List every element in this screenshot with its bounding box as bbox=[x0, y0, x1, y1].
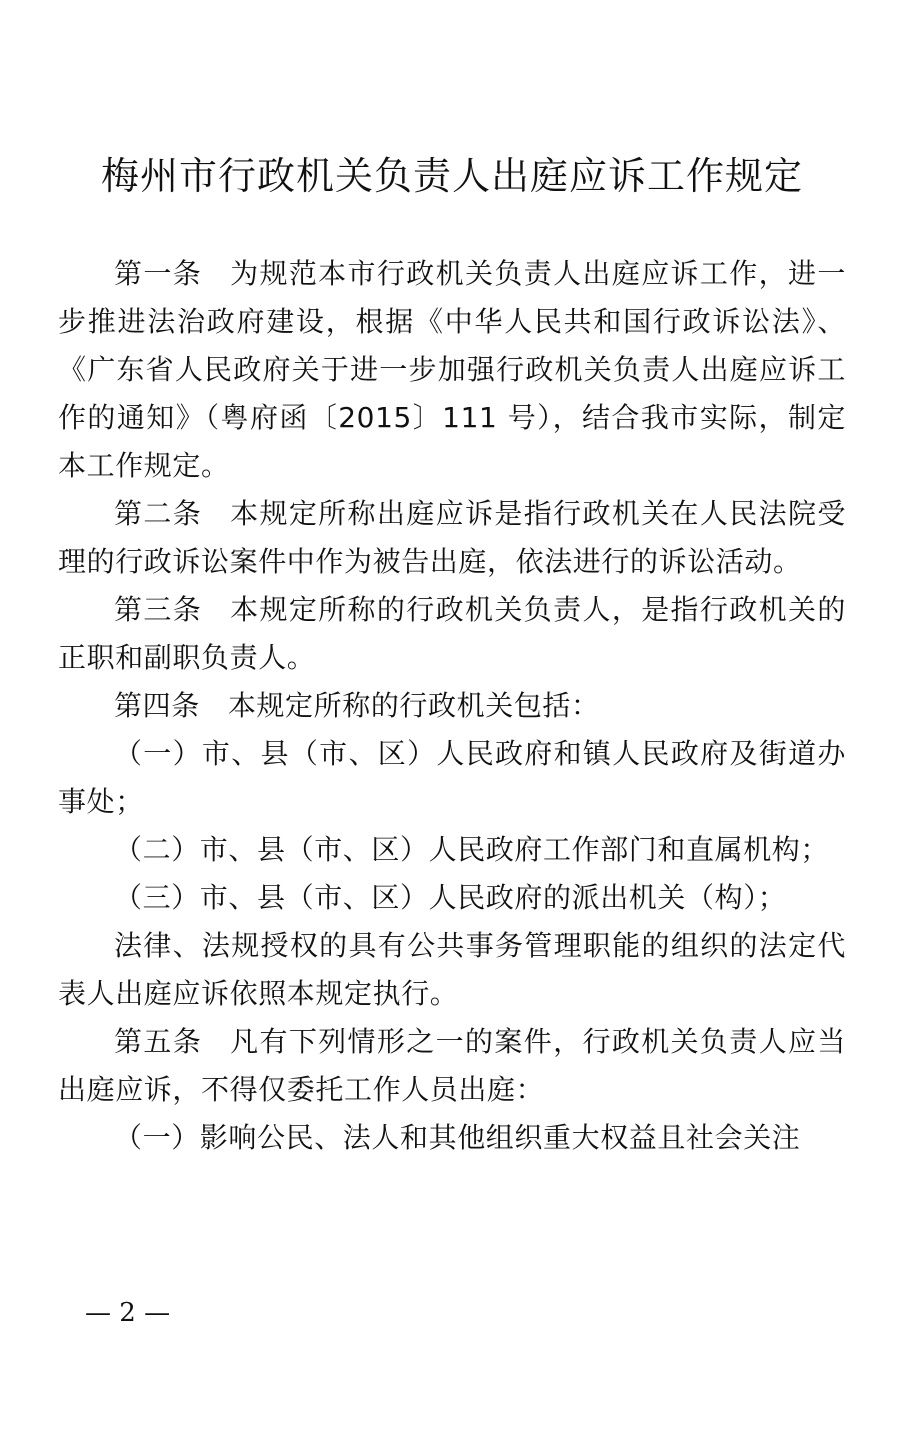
article-number: 第二条 bbox=[114, 497, 203, 530]
article-number: 第五条 bbox=[114, 1025, 203, 1058]
article-4-item-2: （二）市、县（市、区）人民政府工作部门和直属机构； bbox=[114, 833, 830, 866]
article-4-item-3: （三）市、县（市、区）人民政府的派出机关（构）； bbox=[114, 881, 787, 914]
page-number: — 2 — bbox=[85, 1298, 171, 1328]
article-text: 本规定所称的行政机关负责人，是指行政机关的正职和副职负责人。 bbox=[58, 593, 846, 674]
document-body bbox=[58, 250, 846, 1162]
article-text: 本规定所称的行政机关包括： bbox=[227, 689, 600, 722]
article-text: 为规范本市行政机关负责人出庭应诉工作，进一步推进法治政府建设，根据《中华人民共和国行政诉讼法》、《广东省人民政府关于进一步加强行政机关负责人出庭应诉工作的通知》（粤府函〔2015〕111 号），结合我市实际，制定本工作规定。 bbox=[58, 257, 846, 482]
article-number: 第一条 bbox=[114, 257, 203, 290]
article-text: 凡有下列情形之一的案件，行政机关负责人应当出庭应诉，不得仅委托工作人员出庭： bbox=[58, 1025, 846, 1106]
article-1 bbox=[58, 250, 846, 490]
article-2 bbox=[58, 490, 846, 586]
article-text: 本规定所称出庭应诉是指行政机关在人民法院受理的行政诉讼案件中作为被告出庭，依法进行的诉讼活动。 bbox=[58, 497, 846, 578]
article-5-item-1: （一）影响公民、法人和其他组织重大权益且社会关注 bbox=[114, 1121, 801, 1154]
article-number: 第三条 bbox=[114, 593, 203, 626]
article-4-item-1: （一）市、县（市、区）人民政府和镇人民政府及街道办事处； bbox=[58, 737, 846, 818]
article-5 bbox=[58, 1018, 846, 1114]
article-4 bbox=[58, 682, 846, 730]
article-4-note: 法律、法规授权的具有公共事务管理职能的组织的法定代表人出庭应诉依照本规定执行。 bbox=[58, 929, 846, 1010]
article-number: 第四条 bbox=[114, 689, 200, 722]
article-3 bbox=[58, 586, 846, 682]
document-title: 梅州市行政机关负责人出庭应诉工作规定 bbox=[100, 154, 803, 198]
